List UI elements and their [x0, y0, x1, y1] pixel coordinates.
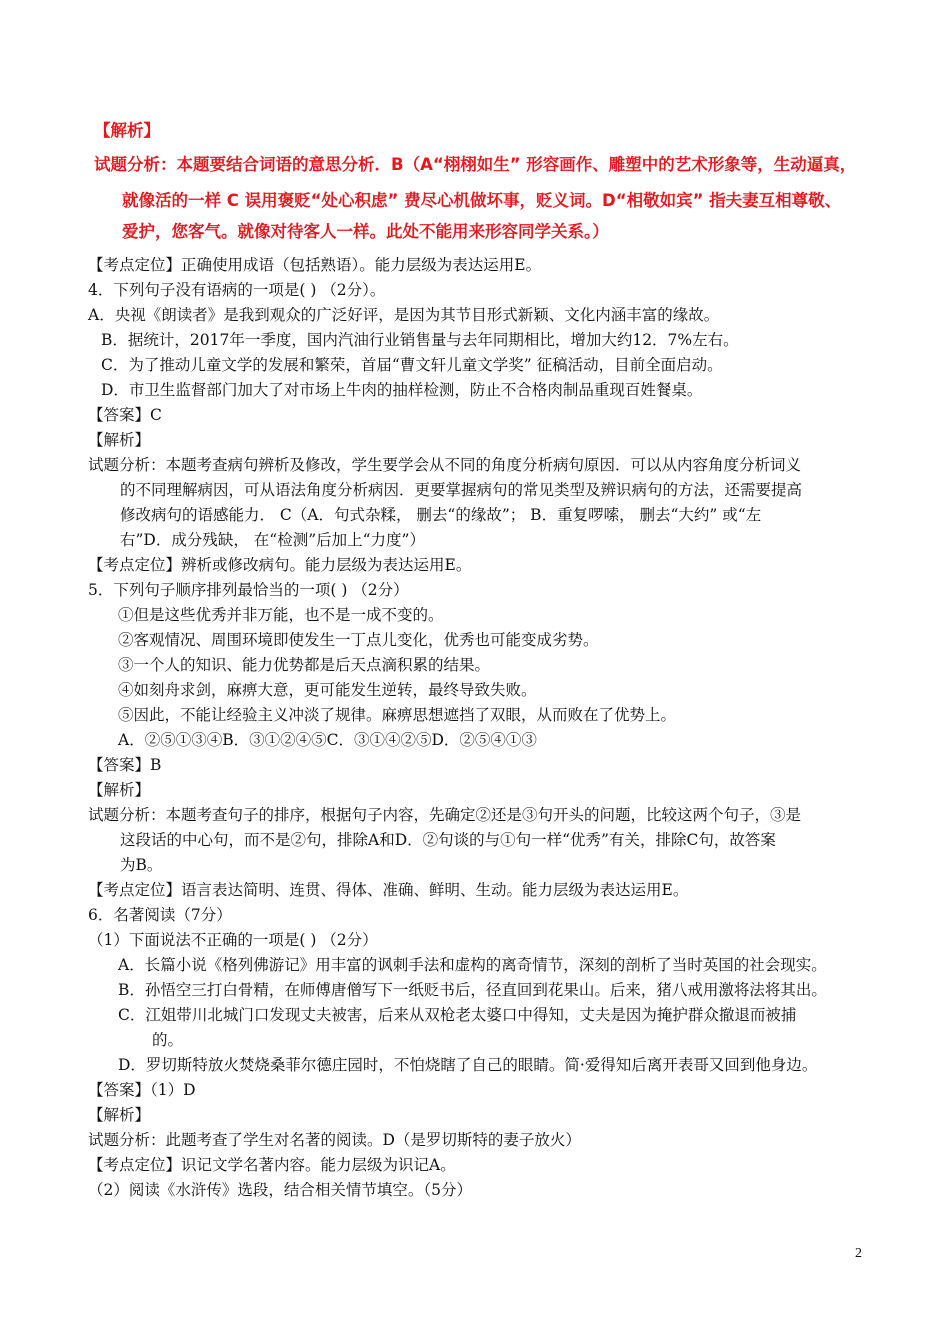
q5-analysis-line-1: 试题分析：本题考查句子的排序，根据句子内容，先确定②还是③句开头的问题，比较这两个句子，③是	[88, 806, 802, 824]
q4-stem: 4．下列句子没有语病的一项是( ) （2分）。	[88, 281, 386, 299]
q5-sentence-1: ①但是这些优秀并非万能，也不是一成不变的。	[118, 606, 444, 624]
q6-option-c-cont: 的。	[152, 1031, 184, 1049]
q4-analysis-line-4: 右”D．成分残缺， 在“检测”后加上“力度”）	[120, 531, 425, 549]
q6-option-a: A．长篇小说《格列佛游记》用丰富的讽刺手法和虚构的离奇情节，深刻的剖析了当时英国的社会现实。	[118, 956, 827, 974]
q6-stem: 6．名著阅读（7分）	[88, 906, 232, 924]
q5-answer: 【答案】B	[88, 756, 162, 774]
q4-option-c: C．为了推动儿童文学的发展和繁荣，首届“曹文轩儿童文学奖” 征稿活动，目前全面启动。	[101, 356, 723, 374]
q6-answer: 【答案】（1）D	[88, 1081, 196, 1099]
q5-stem: 5．下列句子顺序排列最恰当的一项( ) （2分）	[88, 581, 409, 599]
page-number: 2	[855, 1246, 862, 1261]
q4-analysis-line-2: 的不同理解病因，可从语法角度分析病因．更要掌握病句的常见类型及辨识病句的方法，还需要提高	[120, 481, 803, 499]
q4-analysis-line-1: 试题分析：本题考查病句辨析及修改，学生要学会从不同的角度分析病句原因．可以从内容角度分析词义	[88, 456, 802, 474]
q5-point: 【考点定位】语言表达简明、连贯、得体、准确、鲜明、生动。能力层级为表达运用E。	[88, 881, 689, 899]
q6-option-d: D．罗切斯特放火焚烧桑菲尔德庄园时，不怕烧瞎了自己的眼睛。简·爱得知后离开表哥又回到他身边。	[118, 1056, 818, 1074]
q6-analysis-title: 【解析】	[88, 1106, 151, 1124]
q6-sub2-stem: （2）阅读《水浒传》选段，结合相关情节填空。（5分）	[88, 1181, 472, 1199]
q5-options: A．②⑤①③④B．③①②④⑤C．③①④②⑤D．②⑤④①③	[118, 731, 537, 749]
q4-answer: 【答案】C	[88, 406, 162, 424]
q4-option-b: B．据统计，2017年一季度，国内汽油行业销售量与去年同期相比，增加大约12．7%左右。	[101, 331, 739, 349]
q4-analysis-line-3: 修改病句的语感能力． C（A．句式杂糅， 删去“的缘故”； B．重复啰嗦， 删去“大约” 或“左	[120, 506, 762, 524]
q6-point: 【考点定位】识记文学名著内容。能力层级为识记A。	[88, 1156, 456, 1174]
q5-sentence-3: ③一个人的知识、能力优势都是后天点滴积累的结果。	[118, 656, 491, 674]
q4-analysis-title: 【解析】	[88, 431, 151, 449]
q4-point: 【考点定位】辨析或修改病句。能力层级为表达运用E。	[88, 556, 472, 574]
q6-option-c: C．江姐带川北城门口发现丈夫被害，后来从双枪老太婆口中得知，丈夫是因为掩护群众撤退而被捕	[118, 1006, 797, 1024]
q4-option-d: D．市卫生监督部门加大了对市场上牛肉的抽样检测，防止不合格肉制品重现百姓餐桌。	[101, 381, 703, 399]
q3-analysis-line-2: 就像活的一样 C 误用褒贬“处心积虑” 费尽心机做坏事，贬义词。D“相敬如宾” 指夫妻互相尊敬、	[122, 191, 842, 210]
q6-option-b: B．孙悟空三打白骨精，在师傅唐僧写下一纸贬书后，径直回到花果山。后来，猪八戒用激将法将其出。	[118, 981, 827, 999]
q3-point: 【考点定位】正确使用成语（包括熟语）。能力层级为表达运用E。	[88, 256, 542, 274]
q6-analysis: 试题分析：此题考查了学生对名著的阅读。D（是罗切斯特的妻子放火）	[88, 1131, 581, 1149]
q5-analysis-line-2: 这段话的中心句，而不是②句，排除A和D．②句谈的与①句一样“优秀”有关，排除C句，故答案	[120, 831, 776, 849]
q6-sub1-stem: （1）下面说法不正确的一项是( ) （2分）	[88, 931, 378, 949]
q5-sentence-2: ②客观情况、周围环境即使发生一丁点儿变化，优秀也可能变成劣势。	[118, 631, 599, 649]
q3-analysis-title: 【解析】	[94, 121, 160, 140]
q5-analysis-line-3: 为B。	[120, 856, 163, 874]
q5-sentence-4: ④如刻舟求剑，麻痹大意，更可能发生逆转，最终导致失败。	[118, 681, 537, 699]
q4-option-a: A．央视《朗读者》是我到观众的广泛好评，是因为其节目形式新颖、文化内涵丰富的缘故。	[88, 306, 720, 324]
q3-analysis-line-1: 试题分析：本题要结合词语的意思分析．B（A“栩栩如生” 形容画作、雕塑中的艺术形象等，生动逼真，	[94, 155, 857, 174]
q5-sentence-5: ⑤因此，不能让经验主义冲淡了规律。麻痹思想遮挡了双眼，从而败在了优势上。	[118, 706, 677, 724]
q5-analysis-title: 【解析】	[88, 781, 151, 799]
q3-analysis-line-3: 爱护，您客气。就像对待客人一样。此处不能用来形容同学关系。）	[122, 222, 609, 241]
